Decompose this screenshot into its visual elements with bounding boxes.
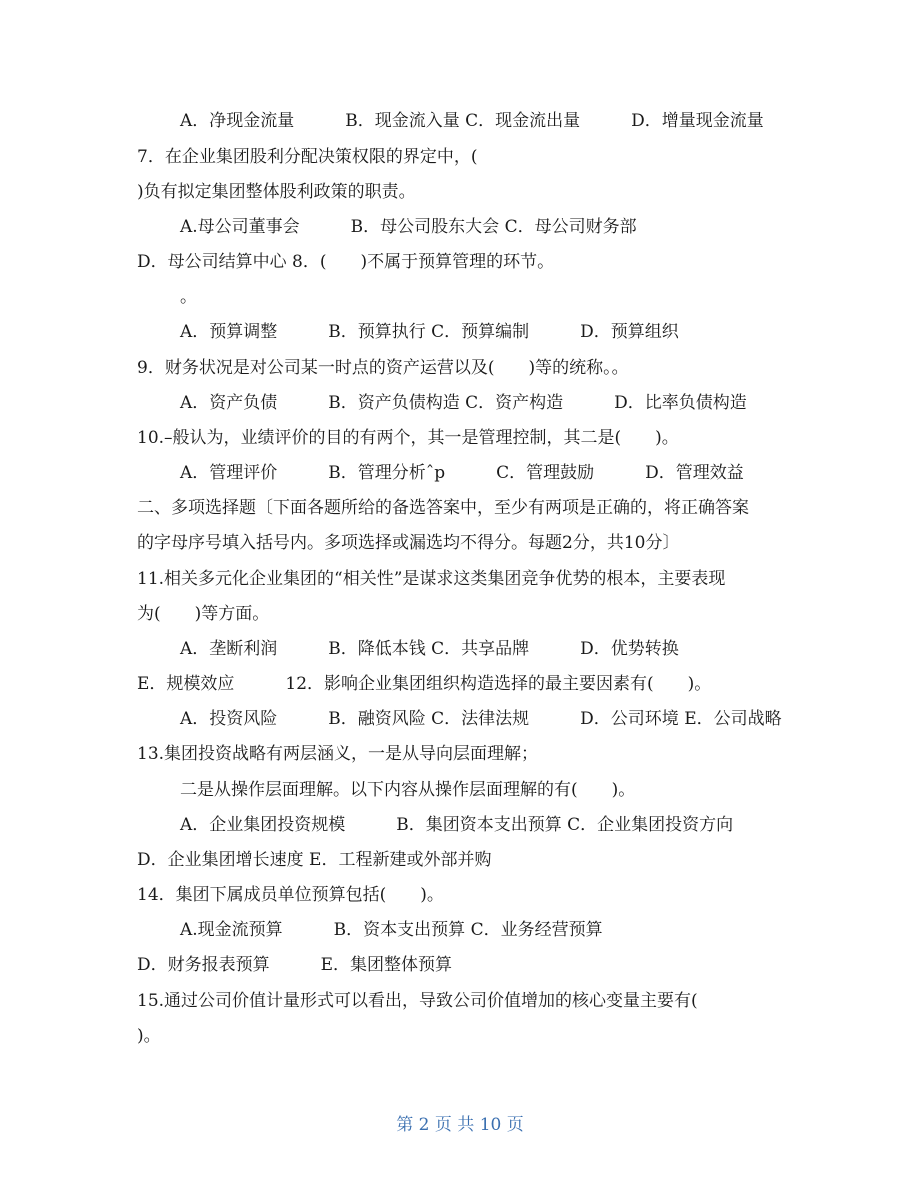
text-line-22: D．企业集团增长速度 E．工程新建或外部并购: [137, 850, 492, 870]
text-line-15: 为( )等方面。: [137, 604, 270, 624]
text-line-9: A．资产负债 B．资产负债构造 C．资产构造 D．比率负债构造: [180, 393, 747, 413]
text-line-16: A．垄断利润 B．降低本钱 C．共享品牌 D．优势转换: [180, 639, 679, 659]
text-line-3: )负有拟定集团整体股利政策的职责。: [137, 182, 416, 202]
question-10: 10.–般认为，业绩评价的目的有两个，其一是管理控制，其二是( )。: [137, 428, 679, 448]
question-13: 13.集团投资战略有两层涵义，一是从导向层面理解；: [137, 744, 539, 764]
question-12: E．规模效应 12．影响企业集团组织构造选择的最主要因素有( )。: [137, 674, 712, 694]
question-7: 7．在企业集团股利分配决策权限的界定中，(: [137, 147, 478, 167]
question-9: 9．财务状况是对公司某一时点的资产运营以及( )等的统称。。: [137, 358, 629, 378]
text-line-25: D．财务报表预算 E．集团整体预算: [137, 955, 453, 975]
page-number-footer: 第 2 页 共 10 页: [396, 1115, 524, 1135]
text-line-27: )。: [137, 1026, 161, 1046]
text-line-6: 。: [180, 287, 197, 307]
text-line-4: A.母公司董事会 B．母公司股东大会 C．母公司财务部: [180, 217, 637, 237]
question-15: 15.通过公司价值计量形式可以看出，导致公司价值增加的核心变量主要有(: [137, 991, 698, 1011]
text-line-21: A．企业集团投资规模 B．集团资本支出预算 C．企业集团投资方向: [180, 815, 734, 835]
text-line-1: A．净现金流量 B．现金流入量 C．现金流出量 D．增量现金流量: [180, 111, 764, 131]
text-line-20: 二是从操作层面理解。以下内容从操作层面理解的有( )。: [180, 780, 636, 800]
text-line-7: A．预算调整 B．预算执行 C．预算编制 D．预算组织: [180, 322, 679, 342]
text-line-24: A.现金流预算 B．资本支出预算 C．业务经营预算: [180, 920, 603, 940]
question-14: 14．集团下属成员单位预算包括( )。: [137, 885, 444, 905]
text-line-11: A．管理评价 B．管理分析ˆp C．管理鼓励 D．管理效益: [180, 463, 744, 483]
text-line-13: 的字母序号填入括号内。多项选择或漏选均不得分。每题2分，共10分〕: [137, 533, 680, 553]
section-heading: 二、多项选择题〔下面各题所给的备选答案中，至少有两项是正确的，将正确答案: [137, 498, 749, 518]
question-8: D．母公司结算中心 8．( )不属于预算管理的环节。: [137, 252, 555, 272]
question-11: 11.相关多元化企业集团的“相关性”是谋求这类集团竞争优势的根本，主要表现: [137, 569, 726, 589]
text-line-18: A．投资风险 B．融资风险 C．法律法规 D．公司环境 E．公司战略: [180, 709, 782, 729]
